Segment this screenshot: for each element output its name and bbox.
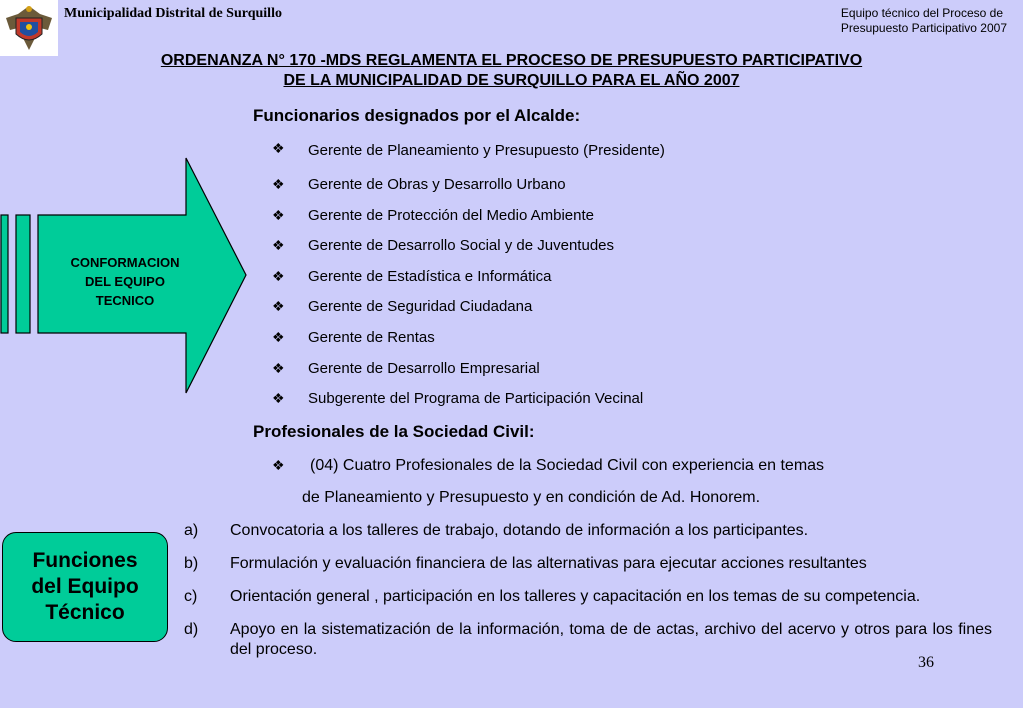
list-item-text: Gerente de Seguridad Ciudadana (308, 298, 533, 316)
task-text: Orientación general , participación en los talleres y capacitación en los temas de su competencia. (230, 588, 921, 605)
arrow-label-line3: TECNICO (95, 293, 155, 308)
diamond-bullet-icon: ❖ (272, 390, 285, 407)
list-item-text: Gerente de Protección del Medio Ambiente (308, 206, 595, 224)
task-text: Formulación y evaluación financiera de las alternativas para ejecutar acciones resultantes (230, 555, 867, 572)
list-item (272, 360, 665, 391)
list-item-text: Subgerente del Programa de Participación Vecinal (308, 390, 644, 408)
sociedad-civil-item (272, 457, 824, 475)
organization-name: Municipalidad Distrital de Surquillo (64, 6, 282, 21)
sociedad-civil-line1: (04) Cuatro Profesionales de la Sociedad Civil con experiencia en temas (310, 457, 825, 474)
arrow-label (40, 253, 210, 310)
diamond-bullet-icon: ❖ (272, 328, 285, 345)
diamond-bullet-icon: ❖ (272, 267, 285, 284)
list-item-text: Gerente de Rentas (308, 328, 435, 346)
list-item (272, 329, 665, 360)
list-item (272, 140, 665, 176)
arrow-label-line1: CONFORMACION (70, 255, 180, 270)
task-item (184, 587, 992, 607)
list-item (272, 298, 665, 329)
header-subtitle (841, 6, 1007, 36)
header-subtitle-line1: Equipo técnico del Proceso de (840, 6, 1003, 20)
functions-box-line3: Técnico (45, 601, 125, 624)
task-item (184, 554, 992, 574)
section-heading-sociedad-civil: Profesionales de la Sociedad Civil: (253, 422, 535, 441)
section-heading-funcionarios: Funcionarios designados por el Alcalde: (253, 106, 581, 125)
list-item-text: Gerente de Desarrollo Social y de Juventudes (308, 237, 615, 255)
diamond-bullet-icon: ❖ (272, 359, 285, 376)
municipal-crest-icon (0, 0, 58, 56)
diamond-bullet-icon: ❖ (272, 140, 285, 156)
list-item-text: Gerente de Desarrollo Empresarial (308, 359, 540, 377)
diamond-bullet-icon: ❖ (272, 237, 285, 254)
diamond-bullet-icon: ❖ (272, 206, 285, 223)
list-item (272, 176, 665, 207)
diamond-bullet-icon: ❖ (272, 457, 285, 473)
page-title-line2: DE LA MUNICIPALIDAD DE SURQUILLO PARA EL AÑO 2007 (283, 72, 740, 89)
task-text: Convocatoria a los talleres de trabajo, dotando de información a los participantes. (230, 522, 809, 539)
page-number: 36 (918, 654, 934, 671)
list-item-text: Gerente de Estadística e Informática (308, 267, 552, 285)
task-letter: d) (184, 621, 199, 638)
task-item (184, 620, 992, 660)
sociedad-civil-line2: de Planeamiento y Presupuesto y en condición de Ad. Honorem. (302, 489, 761, 506)
task-letter: b) (184, 555, 199, 572)
list-item (272, 268, 665, 299)
functions-box-label (31, 548, 138, 626)
page-title (0, 51, 1023, 91)
functions-box (2, 532, 168, 642)
functions-list (184, 521, 992, 673)
functions-box-line1: Funciones (32, 549, 138, 572)
header-subtitle-line2: Presupuesto Participativo 2007 (840, 21, 1007, 35)
list-item-text: Gerente de Planeamiento y Presupuesto (Presidente) (308, 142, 665, 159)
task-letter: c) (184, 588, 198, 605)
task-letter: a) (184, 522, 199, 539)
page-title-line1: ORDENANZA N° 170 -MDS REGLAMENTA EL PROCESO DE PRESUPUESTO PARTICIPATIVO (160, 52, 863, 69)
list-item (272, 237, 665, 268)
list-item-text: Gerente de Obras y Desarrollo Urbano (308, 176, 566, 193)
task-text: Apoyo en la sistematización de la información, toma de de actas, archivo del acervo y otros para los fines del proceso. (230, 621, 992, 658)
funcionarios-list (272, 140, 665, 421)
task-item (184, 521, 992, 541)
diamond-bullet-icon: ❖ (272, 176, 285, 192)
list-item (272, 207, 665, 238)
functions-box-line2: del Equipo (31, 575, 139, 598)
arrow-label-line2: DEL EQUIPO (85, 274, 165, 289)
list-item (272, 390, 665, 421)
diamond-bullet-icon: ❖ (272, 298, 285, 315)
